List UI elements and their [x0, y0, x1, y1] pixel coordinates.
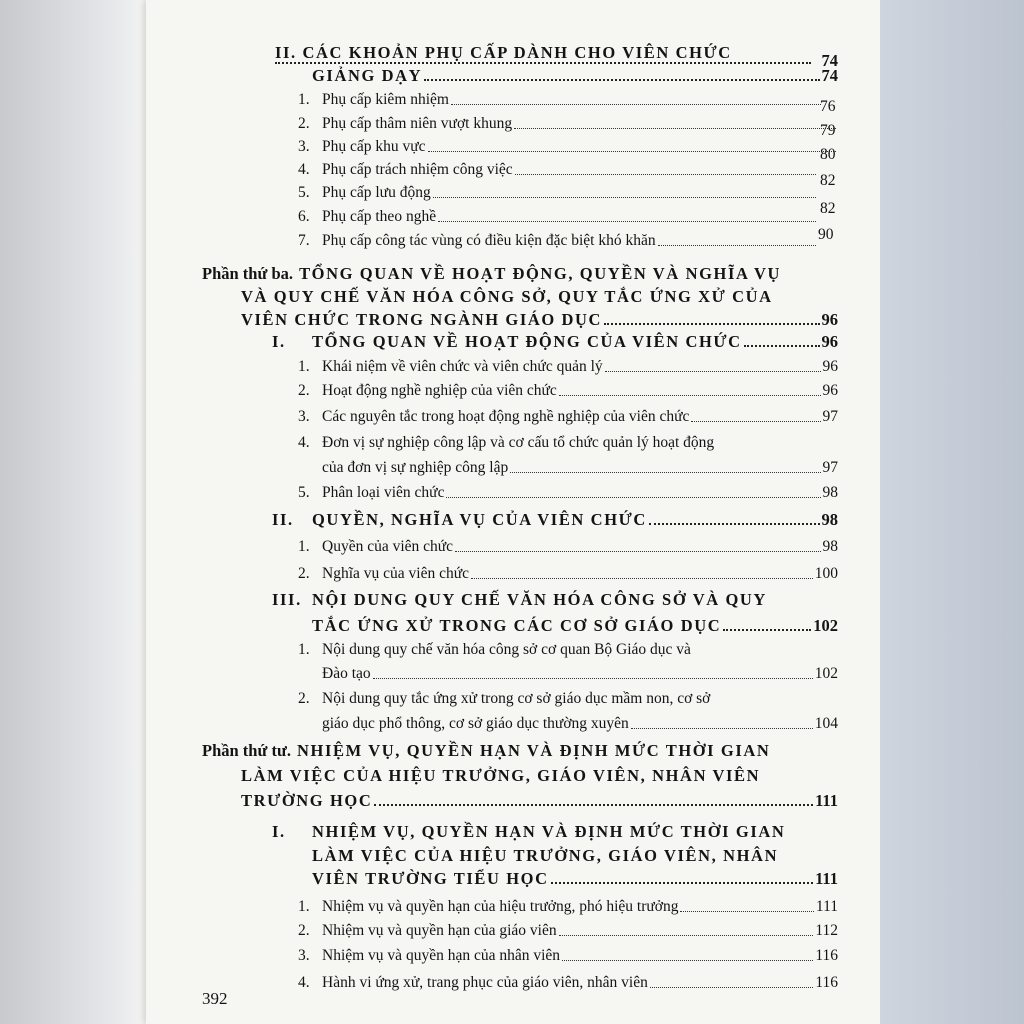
toc-heading-text: II. CÁC KHOẢN PHỤ CẤP DÀNH CHO VIÊN CHỨC	[275, 43, 732, 62]
dot-leader	[562, 960, 813, 961]
section-title: TỔNG QUAN VỀ HOẠT ĐỘNG CỦA VIÊN CHỨC	[312, 332, 742, 351]
toc-item[interactable]	[298, 947, 838, 965]
toc-section[interactable]	[272, 333, 838, 351]
toc-section[interactable]	[272, 823, 785, 841]
item-number: 1.	[298, 358, 310, 375]
dot-leader	[471, 578, 813, 579]
section-title: LÀM VIỆC CỦA HIỆU TRƯỞNG, GIÁO VIÊN, NHÂN	[312, 846, 779, 865]
section-title: NHIỆM VỤ, QUYỀN HẠN VÀ ĐỊNH MỨC THỜI GIAN	[312, 822, 786, 841]
page-ref: 80	[820, 146, 836, 163]
dot-leader	[604, 323, 819, 325]
page-ref: 102	[813, 616, 838, 635]
dot-leader	[514, 128, 836, 129]
toc-item[interactable]	[298, 91, 838, 109]
dot-leader	[451, 104, 821, 105]
item-number: 1.	[298, 538, 310, 555]
part-three-heading[interactable]	[202, 265, 781, 283]
section-number: III.	[272, 590, 302, 609]
section-title: TẮC ỨNG XỬ TRONG CÁC CƠ SỞ GIÁO DỤC	[312, 616, 722, 635]
dot-leader	[373, 678, 813, 679]
section-number: II.	[272, 510, 294, 529]
toc-item[interactable]	[298, 358, 838, 376]
dot-leader	[691, 421, 820, 422]
dot-leader	[374, 804, 813, 806]
page-ref: 98	[821, 510, 838, 529]
item-number: 1.	[298, 91, 310, 108]
item-number: 4.	[298, 161, 310, 178]
dot-leader	[455, 551, 820, 552]
toc-item-continuation	[322, 459, 838, 477]
toc-section-continuation	[312, 870, 838, 888]
page-ref: 96	[822, 382, 838, 399]
dot-leader	[744, 345, 820, 347]
page-ref: 97	[822, 408, 838, 425]
item-title: Khái niệm về viên chức và viên chức quản lý	[322, 358, 603, 375]
page-ref: 96	[821, 332, 838, 351]
page-ref: 102	[814, 665, 838, 682]
dot-leader	[424, 79, 819, 81]
item-title: Đơn vị sự nghiệp công lập và cơ cấu tổ chức quản lý hoạt động	[322, 434, 715, 451]
section-number: I.	[272, 332, 286, 351]
page-ref: 96	[821, 310, 838, 329]
page-ref: 98	[822, 484, 838, 501]
toc-section-continuation	[312, 617, 838, 635]
item-title: Đào tạo	[322, 665, 371, 682]
toc-item[interactable]	[298, 922, 838, 940]
dot-leader	[551, 882, 813, 884]
item-title: Nhiệm vụ và quyền hạn của hiệu trưởng, phó hiệu trưởng	[322, 898, 679, 915]
dot-leader	[658, 245, 816, 246]
item-number: 7.	[298, 232, 310, 249]
dot-leader	[559, 395, 821, 396]
part-four-heading[interactable]	[202, 742, 770, 760]
toc-item-continuation	[322, 665, 838, 683]
item-title: Quyền của viên chức	[322, 538, 454, 555]
section-title: VIÊN TRƯỜNG TIỂU HỌC	[312, 869, 549, 888]
item-title: Phụ cấp khu vực	[322, 138, 426, 155]
page-ref: 116	[815, 974, 838, 991]
toc-item[interactable]	[298, 232, 818, 250]
item-number: 1.	[298, 641, 310, 658]
dot-leader	[510, 472, 820, 473]
item-title: Phụ cấp kiêm nhiệm	[322, 91, 449, 108]
toc-heading-text: GIẢNG DẠY	[312, 66, 423, 85]
toc-item[interactable]	[298, 641, 691, 659]
page-ref: 111	[815, 791, 838, 810]
part-title-last-line	[241, 792, 838, 810]
toc-item[interactable]	[298, 138, 838, 156]
item-title: của đơn vị sự nghiệp công lập	[322, 459, 509, 476]
facing-page-edge	[880, 0, 1024, 1024]
dot-leader	[605, 371, 821, 372]
page-ref: 82	[820, 172, 836, 189]
dot-leader	[438, 221, 816, 222]
page-ref: 116	[815, 947, 838, 964]
item-number: 3.	[298, 138, 310, 155]
part-title-line: LÀM VIỆC CỦA HIỆU TRƯỞNG, GIÁO VIÊN, NHÂN VIÊN	[241, 766, 761, 785]
item-number: 6.	[298, 208, 310, 225]
page-ref: 96	[822, 358, 838, 375]
toc-item[interactable]	[298, 115, 838, 133]
toc-item[interactable]	[298, 184, 818, 202]
dot-leader	[723, 629, 811, 631]
page-ref: 98	[822, 538, 838, 555]
toc-item[interactable]	[298, 382, 838, 400]
section-number: I.	[272, 822, 286, 841]
toc-item[interactable]	[298, 484, 838, 502]
part-label: Phần thứ tư.	[202, 741, 292, 760]
item-title: Phụ cấp công tác vùng có điều kiện đặc biệt khó khăn	[322, 232, 656, 249]
item-title: Phụ cấp theo nghề	[322, 208, 437, 225]
dot-leader	[446, 497, 820, 498]
toc-item[interactable]	[298, 690, 710, 708]
page-ref: 97	[822, 459, 838, 476]
page-number: 392	[202, 989, 228, 1008]
toc-item[interactable]	[298, 161, 818, 179]
page-ref: 100	[814, 565, 838, 582]
item-number: 5.	[298, 184, 310, 201]
page-ref: 74	[821, 66, 838, 85]
item-number: 3.	[298, 408, 310, 425]
toc-item-continuation	[322, 715, 838, 733]
dot-leader	[275, 62, 811, 64]
dot-leader	[428, 151, 836, 152]
item-number: 4.	[298, 434, 310, 451]
toc-item[interactable]	[298, 538, 838, 556]
part-title-line: NHIỆM VỤ, QUYỀN HẠN VÀ ĐỊNH MỨC THỜI GIAN	[297, 741, 771, 760]
part-title-last-line	[241, 311, 838, 329]
dot-leader	[649, 523, 820, 525]
item-title: Phụ cấp thâm niên vượt khung	[322, 115, 513, 132]
toc-section[interactable]	[272, 511, 838, 529]
item-number: 4.	[298, 974, 310, 991]
page-ref: 111	[815, 869, 838, 888]
item-title: giáo dục phổ thông, cơ sở giáo dục thường xuyên	[322, 715, 629, 732]
part-title-line: TỔNG QUAN VỀ HOẠT ĐỘNG, QUYỀN VÀ NGHĨA VỤ	[299, 264, 782, 283]
toc-item[interactable]	[298, 898, 838, 916]
item-number: 2.	[298, 115, 310, 132]
page-ref: 82	[820, 200, 836, 217]
item-title: Phụ cấp trách nhiệm công việc	[322, 161, 513, 178]
item-number: 2.	[298, 922, 310, 939]
page-ref: 112	[815, 922, 838, 939]
part-label: Phần thứ ba.	[202, 264, 294, 283]
item-title: Nội dung quy tắc ứng xử trong cơ sở giáo dục mầm non, cơ sở	[322, 690, 711, 707]
toc-item[interactable]	[298, 408, 838, 426]
toc-item[interactable]	[298, 434, 714, 452]
dot-leader	[650, 987, 813, 988]
page-ref: 90	[818, 226, 834, 243]
dot-leader	[631, 728, 813, 729]
page-ref: 104	[814, 715, 838, 732]
page-ref: 74	[821, 51, 838, 70]
page-ref: 111	[815, 898, 838, 915]
item-title: Hoạt động nghề nghiệp của viên chức	[322, 382, 557, 399]
toc-item[interactable]	[298, 208, 818, 226]
item-title: Nghĩa vụ của viên chức	[322, 565, 469, 582]
item-number: 3.	[298, 947, 310, 964]
item-number: 2.	[298, 382, 310, 399]
item-number: 1.	[298, 898, 310, 915]
page-ref: 76	[820, 98, 836, 115]
part-title-line: TRƯỜNG HỌC	[241, 791, 373, 810]
item-title: Nội dung quy chế văn hóa công sở cơ quan Bộ Giáo dục và	[322, 641, 691, 658]
toc-heading-giang-day[interactable]	[312, 67, 838, 85]
item-number: 2.	[298, 565, 310, 582]
dot-leader	[559, 935, 814, 936]
part-title-line: VÀ QUY CHẾ VĂN HÓA CÔNG SỞ, QUY TẮC ỨNG XỬ CỦA	[241, 287, 773, 306]
toc-section[interactable]	[272, 591, 767, 609]
item-title: Phụ cấp lưu động	[322, 184, 431, 201]
item-number: 2.	[298, 690, 310, 707]
toc-item[interactable]	[298, 974, 838, 992]
dot-leader	[680, 911, 813, 912]
dot-leader	[433, 197, 816, 198]
item-title: Các nguyên tắc trong hoạt động nghề nghiệp của viên chức	[322, 408, 690, 425]
item-number: 5.	[298, 484, 310, 501]
dot-leader	[515, 174, 816, 175]
part-title-line: VIÊN CHỨC TRONG NGÀNH GIÁO DỤC	[241, 310, 603, 329]
item-title: Hành vi ứng xử, trang phục của giáo viên, nhân viên	[322, 974, 648, 991]
section-title: NỘI DUNG QUY CHẾ VĂN HÓA CÔNG SỞ VÀ QUY	[312, 590, 767, 609]
item-title: Phân loại viên chức	[322, 484, 445, 501]
item-title: Nhiệm vụ và quyền hạn của nhân viên	[322, 947, 561, 964]
toc-item[interactable]	[298, 565, 838, 583]
section-title: QUYỀN, NGHĨA VỤ CỦA VIÊN CHỨC	[312, 510, 647, 529]
item-title: Nhiệm vụ và quyền hạn của giáo viên	[322, 922, 557, 939]
page-ref: 79	[820, 122, 836, 139]
